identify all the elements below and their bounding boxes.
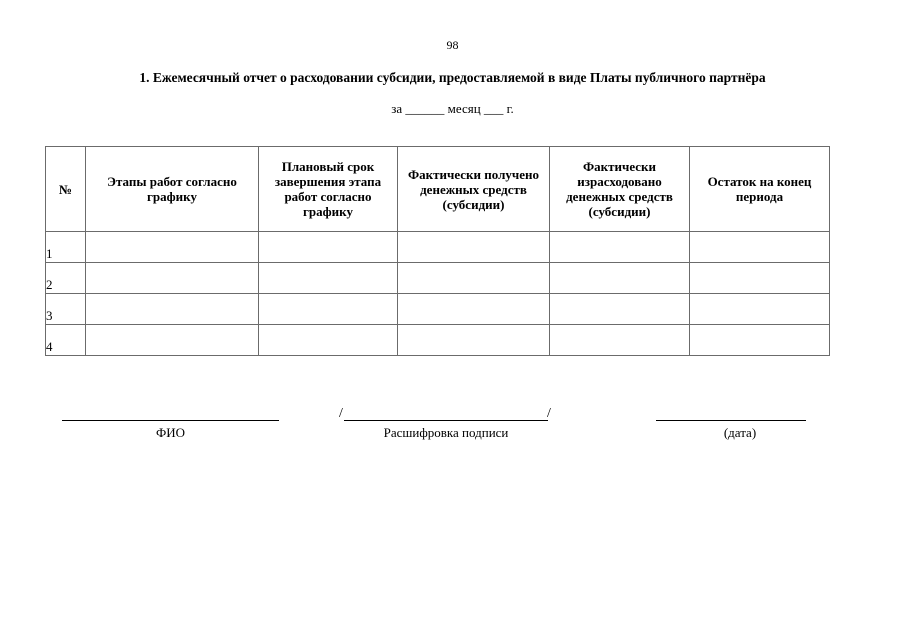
- table-cell[interactable]: [86, 263, 259, 294]
- report-table: [45, 146, 830, 356]
- report-title: 1. Ежемесячный отчет о расходовании субсидии, предоставляемой в виде Платы публичного партнёра: [139, 70, 766, 85]
- header-balance: Остаток на конец периода: [690, 147, 830, 232]
- table-cell[interactable]: [690, 232, 830, 263]
- table-cell[interactable]: [86, 294, 259, 325]
- table-cell[interactable]: [690, 294, 830, 325]
- table-cell[interactable]: [86, 325, 259, 356]
- table-row: [46, 325, 830, 356]
- row-number: 1: [46, 232, 86, 263]
- header-work-stages: Этапы работ согласно графику: [86, 147, 259, 232]
- table-cell[interactable]: [398, 325, 550, 356]
- table-cell[interactable]: [259, 263, 398, 294]
- table-cell[interactable]: [550, 325, 690, 356]
- table-row: [46, 294, 830, 325]
- table-cell[interactable]: [398, 232, 550, 263]
- row-number: 3: [46, 294, 86, 325]
- table-cell[interactable]: [398, 263, 550, 294]
- table-cell[interactable]: [550, 232, 690, 263]
- table-header-row: [46, 147, 830, 232]
- table-cell[interactable]: [550, 263, 690, 294]
- date-signature-line[interactable]: [656, 420, 806, 421]
- report-period: за ______ месяц ___ г.: [391, 101, 514, 116]
- decode-slash-close: /: [547, 406, 551, 421]
- header-funds-spent: Фактически израсходовано денежных средств (субсидии): [550, 147, 690, 232]
- table-cell[interactable]: [259, 294, 398, 325]
- header-planned-deadline: Плановый срок завершения этапа работ согласно графику: [259, 147, 398, 232]
- header-funds-received: Фактически получено денежных средств (субсидии): [398, 147, 550, 232]
- date-caption: (дата): [723, 425, 757, 440]
- table-cell[interactable]: [259, 232, 398, 263]
- table-cell[interactable]: [259, 325, 398, 356]
- table-cell[interactable]: [690, 263, 830, 294]
- row-number: 4: [46, 325, 86, 356]
- table-cell[interactable]: [398, 294, 550, 325]
- fio-signature-line[interactable]: [62, 420, 279, 421]
- table-cell[interactable]: [550, 294, 690, 325]
- table-cell[interactable]: [690, 325, 830, 356]
- table-cell[interactable]: [86, 232, 259, 263]
- decode-slash-open: /: [339, 406, 343, 421]
- decode-signature-line[interactable]: [344, 420, 548, 421]
- header-number: №: [46, 147, 86, 232]
- row-number: 2: [46, 263, 86, 294]
- decode-caption: Расшифровка подписи: [383, 425, 509, 440]
- page-number: 98: [446, 38, 459, 52]
- fio-caption: ФИО: [155, 425, 186, 440]
- table-row: [46, 263, 830, 294]
- table-row: [46, 232, 830, 263]
